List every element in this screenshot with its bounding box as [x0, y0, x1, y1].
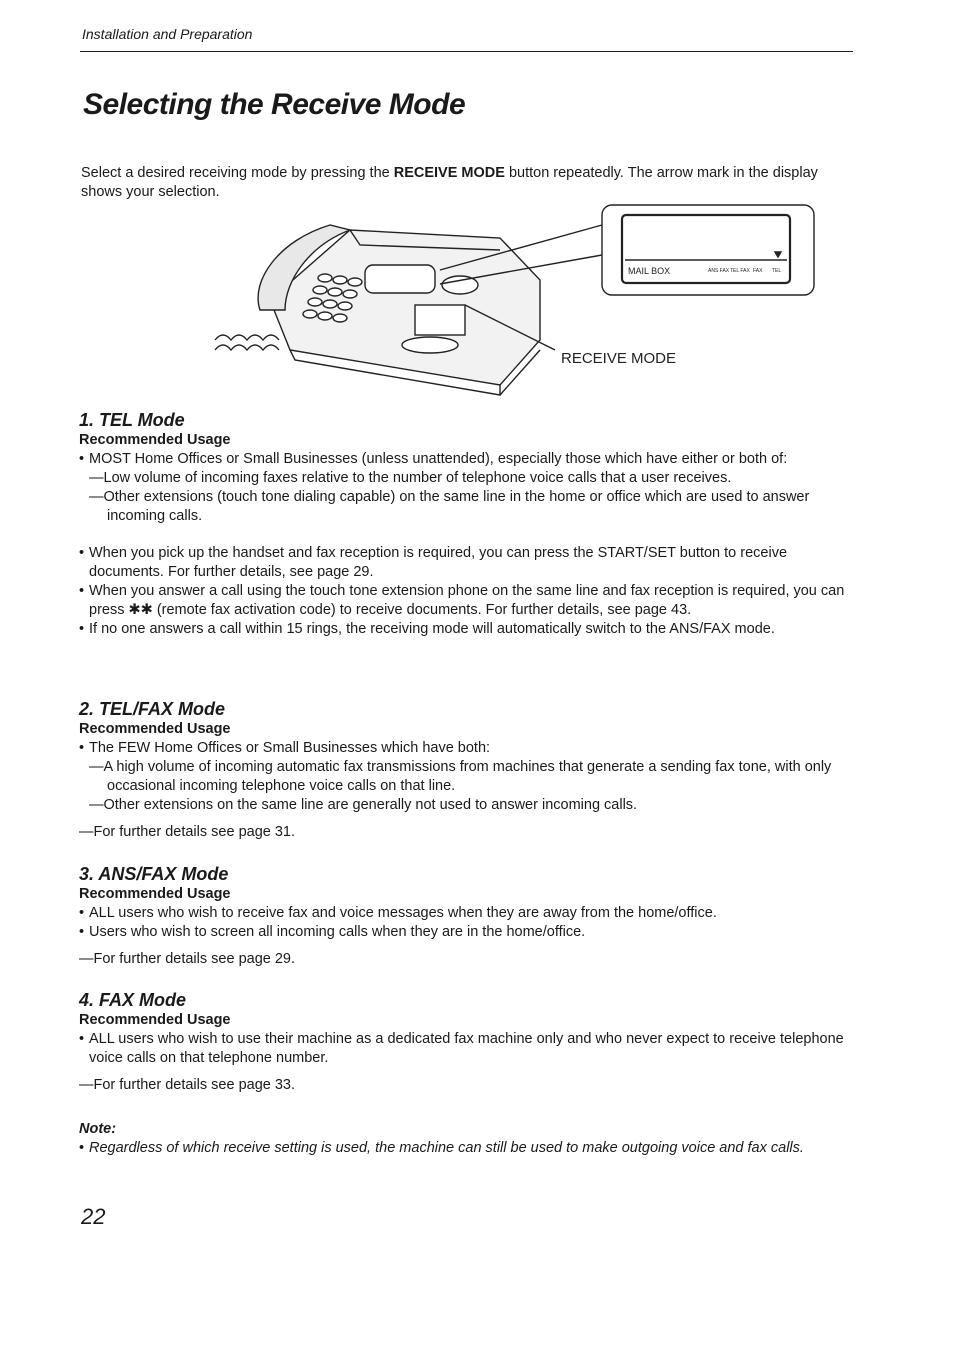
further-details: —For further details see page 29. [79, 951, 296, 967]
further-details: —For further details see page 31. [79, 824, 296, 840]
note-text: • Regardless of which receive setting is used, the machine can still be used to make outgoing voice and fax calls. [79, 1139, 854, 1158]
display-label-telfax: TEL FAX [730, 268, 750, 274]
list-item: • ALL users who wish to receive fax and voice messages when they are away from the home/office. [79, 904, 854, 923]
intro-bold: RECEIVE MODE [393, 165, 505, 181]
list-item: • Users who wish to screen all incoming calls when they are in the home/office. [79, 923, 854, 942]
display-label-mailbox: MAIL BOX [628, 266, 671, 276]
intro-text-2: button repeatedly. The arrow mark in the display shows your selection. [81, 165, 818, 200]
section-title: 1. TEL Mode [79, 410, 185, 430]
section-fax-mode [79, 991, 854, 1095]
list-item: • If no one answers a call within 15 rings, the receiving mode will automatically switch to the ANS/FAX mode. [79, 620, 854, 639]
list-item: • ALL users who wish to use their machine as a dedicated fax machine only and who never expect to receive telephone voice calls on that telephone number. [79, 1030, 854, 1068]
header-rule [80, 51, 853, 52]
intro-paragraph [81, 164, 851, 202]
intro-text-1: Select a desired receiving mode by pressing the [81, 165, 394, 181]
recommended-usage-label: Recommended Usage [79, 432, 231, 448]
section-title: 3. ANS/FAX Mode [79, 864, 229, 884]
list-item: • MOST Home Offices or Small Businesses (unless unattended), especially those which have either or both of: [79, 450, 854, 469]
note-title: Note: [79, 1121, 117, 1137]
page-number: 22 [81, 1204, 106, 1229]
list-item: • When you answer a call using the touch tone extension phone on the same line and fax reception is required, you can press ✱✱ (remote fax activation code) to receive documents. For further details, see page 43. [79, 582, 854, 620]
dash-item: —Other extensions (touch tone dialing capable) on the same line in the home or office which are used to answer incoming calls. [89, 489, 810, 524]
dash-item: —A high volume of incoming automatic fax transmissions from machines that generate a sending fax tone, with only occasional incoming telephone voice calls on that line. [89, 759, 832, 794]
list-item: • The FEW Home Offices or Small Businesses which have both: [79, 739, 854, 758]
section-title: 4. FAX Mode [79, 990, 187, 1010]
dash-item: —Low volume of incoming faxes relative to the number of telephone voice calls that a user receives. [89, 470, 732, 486]
note-block [79, 1120, 854, 1158]
section-title: 2. TEL/FAX Mode [79, 699, 226, 719]
recommended-usage-label: Recommended Usage [79, 886, 231, 902]
display-label-ansfax: ANS FAX [708, 268, 730, 274]
recommended-usage-label: Recommended Usage [79, 721, 231, 737]
receive-mode-callout: RECEIVE MODE [561, 350, 677, 367]
dash-item: —Other extensions on the same line are generally not used to answer incoming calls. [89, 797, 638, 813]
section-telfax-mode [79, 700, 854, 842]
fax-machine-illustration [200, 200, 840, 400]
section-ansfax-mode [79, 865, 854, 969]
further-details: —For further details see page 33. [79, 1077, 296, 1093]
recommended-usage-label: Recommended Usage [79, 1012, 231, 1028]
page-title: Selecting the Receive Mode [83, 88, 466, 121]
display-label-tel: TEL [772, 268, 782, 274]
section-tel-mode [79, 411, 854, 639]
list-item: • When you pick up the handset and fax reception is required, you can press the START/SET button to receive documents. For further details, see page 29. [79, 544, 854, 582]
running-header: Installation and Preparation [82, 26, 253, 42]
display-label-fax: FAX [753, 268, 763, 274]
